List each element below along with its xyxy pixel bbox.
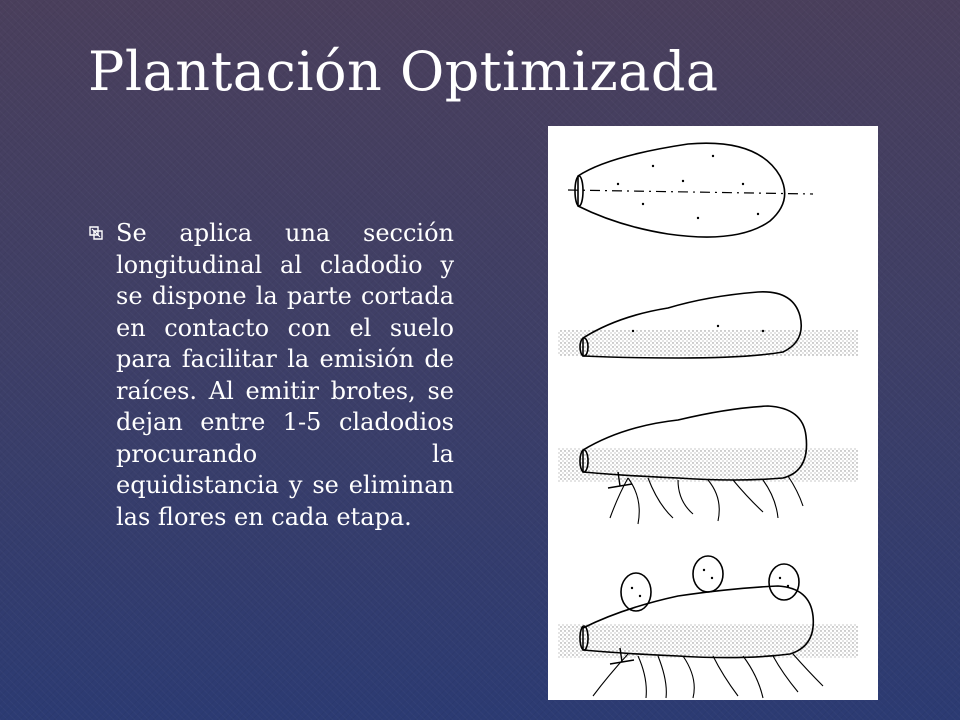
decorative-bullet-icon — [88, 218, 106, 533]
bullet-text: Se aplica una sección longitudinal al cladodio y se dispone la parte cortada en contacto con el suelo para facilitar la emisión de raíces. Al emitir brotes, se dejan entre 1-5 cladodios procurando la equidistancia y se eliminan las flores en cada etapa. — [116, 219, 454, 531]
stage-3-cladode-rooting — [558, 406, 858, 524]
stage-4-new-cladodes — [558, 556, 858, 698]
stage-2-cladode-on-soil — [558, 292, 858, 358]
slide-title: Plantación Optimizada — [88, 40, 719, 103]
cladode-planting-illustration — [548, 126, 878, 700]
bullet-item — [88, 218, 454, 533]
stage-1-cladode — [568, 143, 813, 237]
